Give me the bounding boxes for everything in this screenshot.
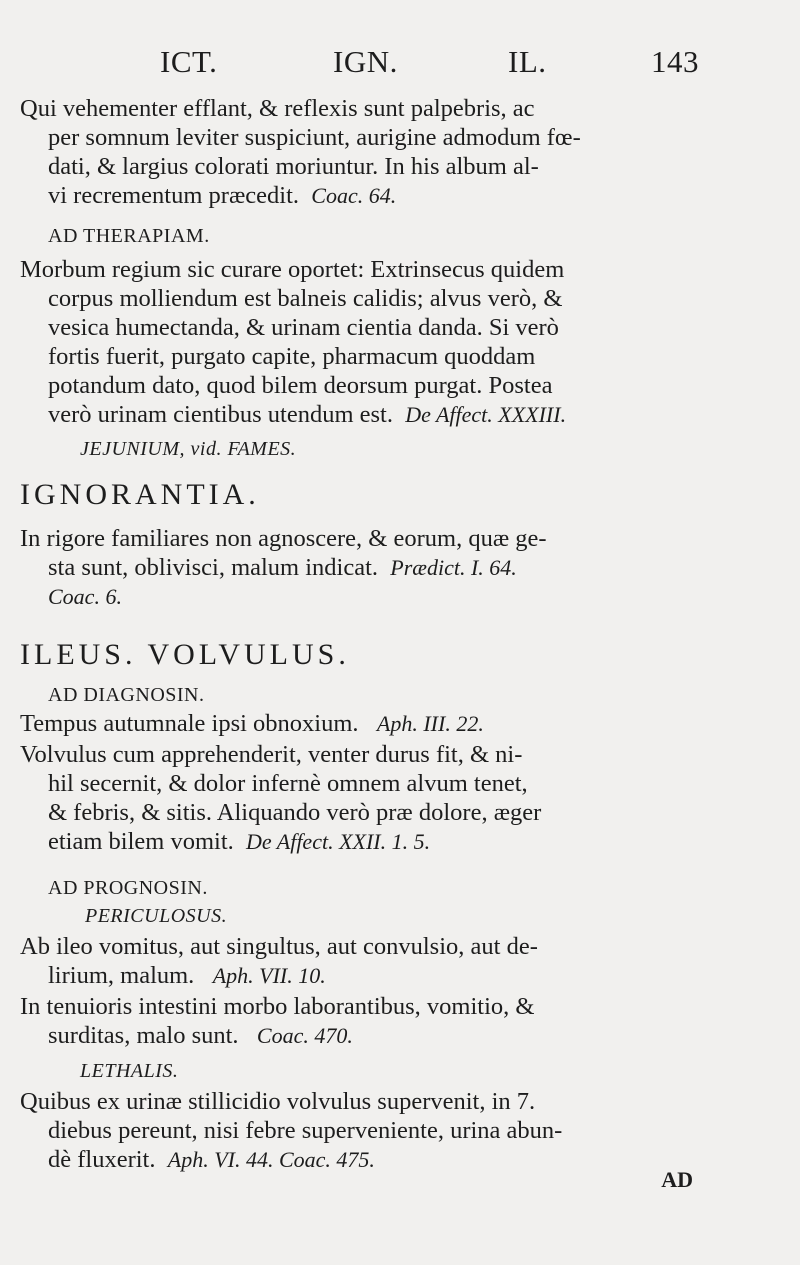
header-right: IL.: [508, 44, 547, 79]
paragraph-8: [20, 1087, 707, 1174]
paragraph-5: [20, 740, 707, 856]
citation: Coac. 470.: [256, 1023, 353, 1048]
text-line: Morbum regium sic curare oportet: Extrinsecus quidem: [20, 256, 565, 283]
subsection-lethalis: LETHALIS.: [80, 1060, 179, 1082]
citation: Aph. III. 22.: [376, 711, 484, 736]
text-line: dati, & largius colorati moriuntur. In his album al-: [48, 153, 539, 180]
cross-reference: JEJUNIUM, vid. FAMES.: [80, 438, 297, 460]
text-line: hil secernit, & dolor infernè omnem alvum tenet,: [48, 770, 528, 797]
entry-heading-ileus: ILEUS. VOLVULUS.: [20, 638, 350, 671]
citation: Aph. VI. 44. Coac. 475.: [167, 1147, 375, 1172]
section-label-therapiam: AD THERAPIAM.: [48, 225, 210, 247]
text-line: Volvulus cum apprehenderit, venter durus fit, & ni-: [20, 741, 523, 768]
text-line: vi recrementum præcedit. Coac. 64.: [48, 182, 397, 209]
citation: Coac. 6.: [48, 584, 122, 609]
citation: Aph. VII. 10.: [212, 963, 326, 988]
citation: Coac. 64.: [311, 183, 397, 208]
citation: De Affect. XXII. 1. 5.: [246, 829, 431, 854]
text-line: In rigore familiares non agnoscere, & eorum, quæ ge-: [20, 525, 547, 552]
paragraph-6: [20, 932, 707, 990]
paragraph-7: [20, 992, 707, 1050]
text-line: lirium, malum. Aph. VII. 10.: [48, 962, 326, 989]
text-line: fortis fuerit, purgato capite, pharmacum quoddam: [48, 343, 536, 370]
paragraph-2: [20, 255, 707, 429]
text-line: Ab ileo vomitus, aut singultus, aut convulsio, aut de-: [20, 933, 538, 960]
catchword: AD: [661, 1167, 693, 1192]
header-center: IGN.: [333, 44, 398, 79]
text-line: sta sunt, oblivisci, malum indicat. Prædict. I. 64.: [48, 554, 517, 581]
text-line: verò urinam cientibus utendum est. De Affect. XXXIII.: [48, 401, 567, 428]
text-line: per somnum leviter suspiciunt, aurigine admodum fœ-: [48, 124, 581, 151]
section-label-prognosin: AD PROGNOSIN.: [48, 877, 208, 899]
paragraph-3: [20, 524, 707, 611]
text-line: Tempus autumnale ipsi obnoxium. Aph. III. 22.: [20, 710, 484, 737]
text-line: etiam bilem vomit. De Affect. XXII. 1. 5.: [48, 828, 431, 855]
text-line: & febris, & sitis. Aliquando verò præ dolore, æger: [48, 799, 542, 826]
text-line: vesica humectanda, & urinam cientia danda. Si verò: [48, 314, 559, 341]
running-header: [0, 44, 800, 84]
text-line: [20, 582, 707, 611]
entry-heading-ignorantia: IGNORANTIA.: [20, 478, 260, 511]
page-number: 143: [651, 44, 699, 79]
citation: De Affect. XXXIII.: [405, 402, 567, 427]
paragraph-4: [20, 709, 707, 738]
text-line: diebus pereunt, nisi febre superveniente, urina abun-: [48, 1117, 563, 1144]
text-line: Qui vehementer efflant, & reflexis sunt palpebris, ac: [20, 95, 535, 122]
paragraph-1: [20, 94, 707, 210]
citation: Prædict. I. 64.: [390, 555, 517, 580]
section-label-diagnosin: AD DIAGNOSIN.: [48, 684, 205, 706]
text-line: surditas, malo sunt. Coac. 470.: [48, 1022, 353, 1049]
text-line: Quibus ex urinæ stillicidio volvulus supervenit, in 7.: [20, 1088, 536, 1115]
text-line: corpus molliendum est balneis calidis; alvus verò, &: [48, 285, 563, 312]
subsection-periculosus: PERICULOSUS.: [85, 905, 228, 927]
text-line: In tenuioris intestini morbo laborantibus, vomitio, &: [20, 993, 535, 1020]
header-left: ICT.: [160, 44, 218, 79]
text-line: potandum dato, quod bilem deorsum purgat. Postea: [48, 372, 553, 399]
text-line: dè fluxerit. Aph. VI. 44. Coac. 475.: [48, 1146, 375, 1173]
